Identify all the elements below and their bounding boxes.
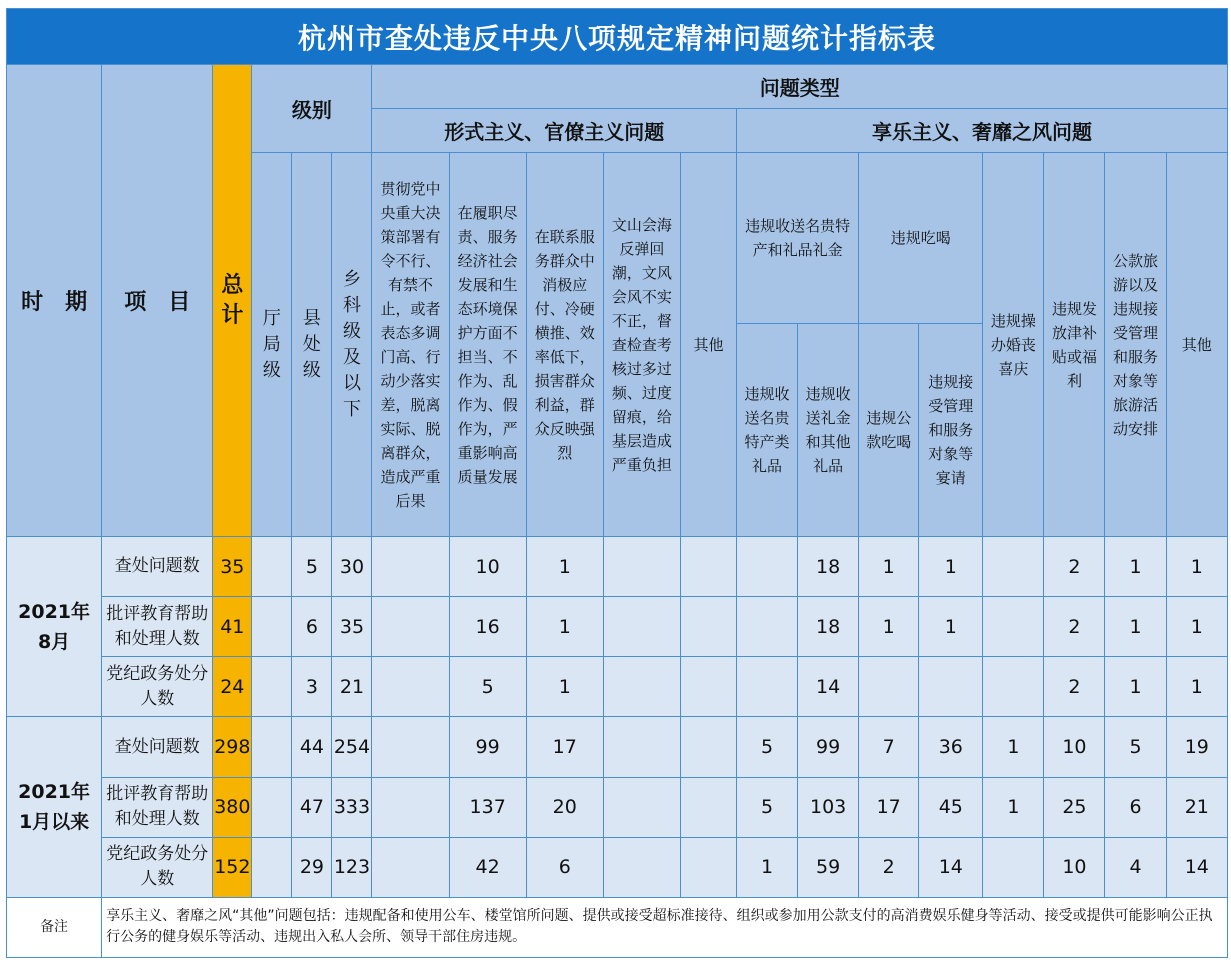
data-cell (680, 717, 736, 777)
data-cell (737, 537, 798, 597)
data-cell: 99 (449, 717, 526, 777)
row-total-cell: 380 (213, 777, 252, 837)
eat-col-public: 违规公款吃喝 (859, 323, 919, 537)
header-hedonism: 享乐主义、奢靡之风问题 (737, 109, 1228, 153)
data-cell: 14 (1166, 837, 1227, 897)
data-cell: 29 (292, 837, 332, 897)
data-cell: 30 (332, 537, 372, 597)
data-cell: 6 (292, 597, 332, 657)
data-cell: 123 (332, 837, 372, 897)
data-cell (372, 537, 449, 597)
gift-col-cash: 违规收送礼金和其他礼品 (798, 323, 859, 537)
data-cell (983, 837, 1044, 897)
data-cell (252, 657, 292, 717)
formalism-col-2: 在履职尽责、服务经济社会发展和生态环境保护方面不担当、不作为、乱作为、假作为，严重影响高质量发展 (449, 153, 526, 537)
data-cell: 1 (1166, 597, 1227, 657)
level-col-ting-text: 厅局级 (262, 307, 281, 381)
data-cell: 19 (1166, 717, 1227, 777)
row-total-cell: 152 (213, 837, 252, 897)
row-total-cell: 35 (213, 537, 252, 597)
data-cell: 2 (1044, 597, 1105, 657)
data-cell (680, 777, 736, 837)
data-cell: 1 (859, 537, 919, 597)
formalism-col-4: 文山会海反弹回潮，文风会风不实不正，督查检查考核过多过频、过度留痕，给基层造成严重负担 (603, 153, 680, 537)
data-cell (680, 657, 736, 717)
table-row (7, 597, 1228, 657)
period-cell (7, 717, 102, 897)
data-cell: 1 (526, 657, 603, 717)
table-body (7, 537, 1228, 898)
data-cell (983, 537, 1044, 597)
data-cell: 99 (798, 717, 859, 777)
data-cell (680, 537, 736, 597)
data-cell (252, 717, 292, 777)
table-title: 杭州市查处违反中央八项规定精神问题统计指标表 (7, 9, 1228, 65)
table-row (7, 657, 1228, 717)
header-formalism: 形式主义、官僚主义问题 (372, 109, 737, 153)
data-cell (603, 537, 680, 597)
data-cell: 4 (1105, 837, 1166, 897)
data-cell (372, 777, 449, 837)
data-cell (603, 837, 680, 897)
data-cell: 21 (1166, 777, 1227, 837)
data-cell (680, 597, 736, 657)
row-total-cell: 24 (213, 657, 252, 717)
period-line-1: 2021年 (18, 781, 91, 804)
row-total-cell: 298 (213, 717, 252, 777)
data-cell: 1 (983, 717, 1044, 777)
formalism-col-other: 其他 (680, 153, 736, 537)
data-cell: 103 (798, 777, 859, 837)
table-row (7, 777, 1228, 837)
level-col-xian (292, 153, 332, 537)
formalism-col-1: 贯彻党中央重大决策部署有令不行、有禁不止，或者表态多调门高、行动少落实差，脱离实际、脱离群众，造成严重后果 (372, 153, 449, 537)
data-cell (737, 657, 798, 717)
data-cell (252, 837, 292, 897)
data-cell: 10 (449, 537, 526, 597)
data-cell: 1 (859, 597, 919, 657)
data-cell: 10 (1044, 717, 1105, 777)
data-cell: 5 (737, 777, 798, 837)
row-item-label: 批评教育帮助和处理人数 (102, 777, 213, 837)
data-cell: 25 (1044, 777, 1105, 837)
data-cell: 1 (526, 537, 603, 597)
statistics-table (6, 8, 1228, 958)
data-cell: 137 (449, 777, 526, 837)
data-cell: 1 (1166, 537, 1227, 597)
data-cell: 21 (332, 657, 372, 717)
data-cell: 14 (798, 657, 859, 717)
data-cell: 36 (919, 717, 983, 777)
data-cell: 5 (737, 717, 798, 777)
data-cell (372, 657, 449, 717)
data-cell: 2 (859, 837, 919, 897)
formalism-col-3: 在联系服务群众中消极应付、冷硬横推、效率低下，损害群众利益，群众反映强烈 (526, 153, 603, 537)
data-cell (372, 597, 449, 657)
data-cell: 1 (526, 597, 603, 657)
note-text: 享乐主义、奢靡之风“其他”问题包括：违规配备和使用公车、楼堂馆所问题、提供或接受超标准接待、组织或参加用公款支付的高消费娱乐健身等活动、接受或提供可能影响公正执行公务的健身娱乐等活动、违规出入私人会所、领导干部住房违规。 (102, 897, 1228, 957)
row-item-label: 批评教育帮助和处理人数 (102, 597, 213, 657)
table-row (7, 537, 1228, 597)
data-cell: 1 (1166, 657, 1227, 717)
data-cell (252, 777, 292, 837)
data-cell: 1 (919, 597, 983, 657)
data-cell: 2 (1044, 657, 1105, 717)
data-cell: 18 (798, 537, 859, 597)
data-cell: 7 (859, 717, 919, 777)
data-cell: 44 (292, 717, 332, 777)
table-row (7, 837, 1228, 897)
header-level: 级别 (252, 65, 372, 153)
level-col-ting (252, 153, 292, 537)
note-label: 备注 (7, 897, 102, 957)
row-item-label: 查处问题数 (102, 717, 213, 777)
data-cell: 17 (526, 717, 603, 777)
data-cell: 5 (1105, 717, 1166, 777)
data-cell: 20 (526, 777, 603, 837)
hedonism-col-allowance: 违规发放津补贴或福利 (1044, 153, 1105, 537)
data-cell: 254 (332, 717, 372, 777)
data-cell (252, 537, 292, 597)
data-cell: 1 (1105, 657, 1166, 717)
row-total-cell: 41 (213, 597, 252, 657)
level-col-xian-text: 县处级 (302, 307, 321, 381)
eat-group-header: 违规吃喝 (859, 153, 983, 323)
level-col-xiang (332, 153, 372, 537)
data-cell: 333 (332, 777, 372, 837)
data-cell (983, 657, 1044, 717)
data-cell: 42 (449, 837, 526, 897)
period-line-2: 8月 (37, 630, 71, 653)
data-cell (372, 837, 449, 897)
data-cell: 1 (1105, 537, 1166, 597)
gift-group-header: 违规收送名贵特产和礼品礼金 (737, 153, 859, 323)
data-cell (983, 597, 1044, 657)
header-total-text: 总计 (221, 272, 244, 328)
data-cell: 10 (1044, 837, 1105, 897)
gift-col-specialty: 违规收送名贵特产类礼品 (737, 323, 798, 537)
header-total (213, 65, 252, 537)
data-cell (603, 717, 680, 777)
data-cell: 18 (798, 597, 859, 657)
row-item-label: 党纪政务处分人数 (102, 837, 213, 897)
period-line-1: 2021年 (18, 600, 91, 623)
data-cell (603, 597, 680, 657)
data-cell: 17 (859, 777, 919, 837)
data-cell: 59 (798, 837, 859, 897)
data-cell: 35 (332, 597, 372, 657)
header-item: 项 目 (102, 65, 213, 537)
hedonism-col-other: 其他 (1166, 153, 1227, 537)
data-cell: 6 (526, 837, 603, 897)
data-cell: 16 (449, 597, 526, 657)
hedonism-col-wedding: 违规操办婚丧喜庆 (983, 153, 1044, 537)
data-cell (737, 597, 798, 657)
data-cell (680, 837, 736, 897)
eat-col-banquet: 违规接受管理和服务对象等宴请 (919, 323, 983, 537)
data-cell: 1 (1105, 597, 1166, 657)
data-cell (603, 777, 680, 837)
period-cell (7, 537, 102, 717)
table-row (7, 717, 1228, 777)
data-cell: 45 (919, 777, 983, 837)
data-cell (919, 657, 983, 717)
level-col-xiang-text: 乡科级及以下 (342, 268, 361, 420)
header-period: 时 期 (7, 65, 102, 537)
data-cell: 14 (919, 837, 983, 897)
data-cell: 3 (292, 657, 332, 717)
row-item-label: 党纪政务处分人数 (102, 657, 213, 717)
data-cell (603, 657, 680, 717)
header-problem-type: 问题类型 (372, 65, 1228, 109)
data-cell (372, 717, 449, 777)
data-cell: 1 (919, 537, 983, 597)
data-cell: 5 (449, 657, 526, 717)
data-cell: 47 (292, 777, 332, 837)
data-cell: 1 (737, 837, 798, 897)
data-cell: 2 (1044, 537, 1105, 597)
data-cell (252, 597, 292, 657)
data-cell: 5 (292, 537, 332, 597)
data-cell: 1 (983, 777, 1044, 837)
period-line-2: 1月以来 (18, 811, 90, 834)
hedonism-col-travel: 公款旅游以及违规接受管理和服务对象等旅游活动安排 (1105, 153, 1166, 537)
row-item-label: 查处问题数 (102, 537, 213, 597)
data-cell (859, 657, 919, 717)
data-cell: 6 (1105, 777, 1166, 837)
